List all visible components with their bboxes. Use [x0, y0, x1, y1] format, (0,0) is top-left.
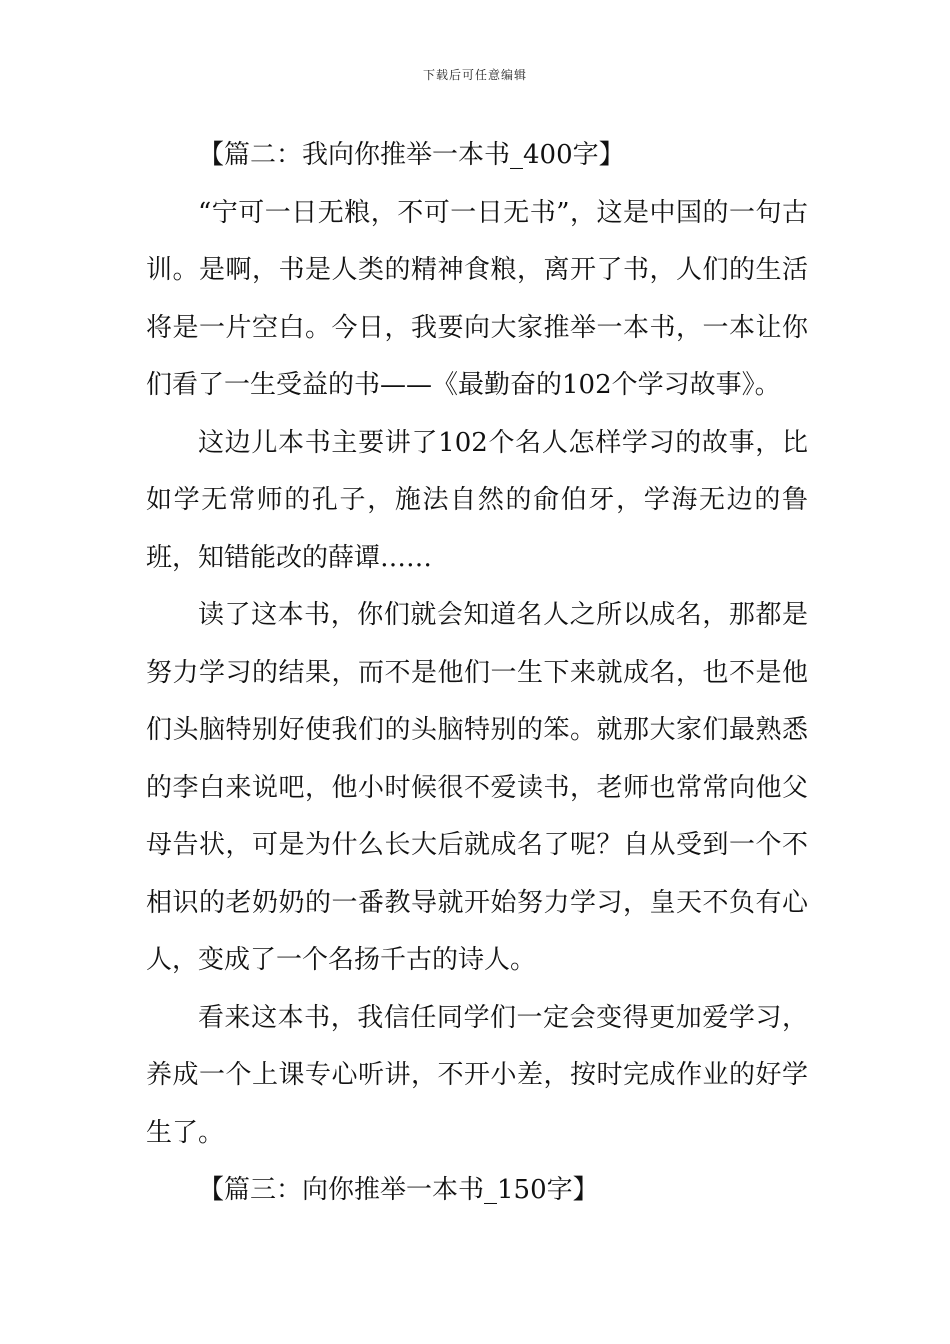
section-heading: 【篇二：我向你推举一本书_400字】 [198, 140, 625, 170]
paragraph: “宁可一日无粮，不可一日无书”，这是中国的一句古训。是啊，书是人类的精神食粮，离开了书，人们的生活将是一片空白。今日，我要向大家推举一本书，一本让你们看了一生受益的书——《最勤奋的102个学习故事》。 [146, 197, 808, 400]
paragraph: 这边儿本书主要讲了102个名人怎样学习的故事，比如学无常师的孔子，施法自然的俞伯牙，学海无边的鲁班，知错能改的薛谭…… [146, 427, 808, 573]
section-heading: 【篇三：向你推举一本书_150字】 [198, 1175, 599, 1205]
paragraph: 读了这本书，你们就会知道名人之所以成名，那都是努力学习的结果，而不是他们一生下来就成名，也不是他们头脑特别好使我们的头脑特别的笨。就那大家们最熟悉的李白来说吧，他小时候很不爱读书，老师也常常向他父母告状，可是为什么长大后就成名了呢？自从受到一个不相识的老奶奶的一番教导就开始努力学习，皇天不负有心人，变成了一个名扬千古的诗人。 [146, 600, 808, 975]
document-body [146, 127, 808, 1220]
paragraph: 看来这本书，我信任同学们一定会变得更加爱学习，养成一个上课专心听讲，不开小差，按时完成作业的好学生了。 [146, 1002, 808, 1148]
page-header: 下载后可任意编辑 [422, 68, 527, 82]
